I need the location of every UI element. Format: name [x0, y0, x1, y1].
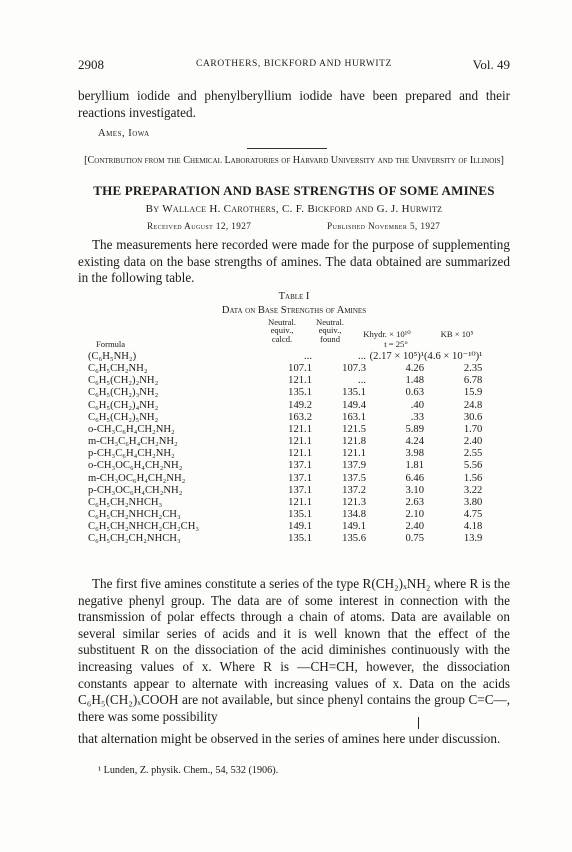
calcd-cell: 121.1: [288, 496, 312, 508]
khydr-cell: 2.63: [405, 496, 424, 508]
table-row: [88, 509, 482, 521]
khydr-cell: 5.89: [405, 423, 424, 435]
kb-cell: 4.75: [463, 509, 483, 521]
formula-cell: (C₆H₅NH₂): [88, 351, 137, 362]
page-number: 2908: [78, 57, 104, 72]
kb-cell: 3.22: [463, 484, 483, 496]
formula-cell: C₆H₅CH₂NHCH₂CH₂CH₃: [88, 521, 200, 533]
header-calcd: [259, 318, 305, 343]
found-cell: ...: [358, 375, 366, 387]
found-cell: ...: [358, 351, 366, 362]
table-row: [88, 448, 482, 460]
formula-cell: m-CH₃C₆H₄CH₂NH₂: [88, 436, 178, 448]
khydr-cell: .33: [410, 411, 424, 423]
khydr-cell: 0.75: [405, 533, 424, 545]
calcd-cell: 135.1: [288, 509, 312, 521]
kb-cell: 30.6: [463, 411, 483, 423]
table-row: [88, 460, 482, 472]
found-cell: 135.6: [342, 533, 366, 545]
found-cell: 134.8: [342, 509, 366, 521]
received-date: Received August 12, 1927: [147, 221, 252, 231]
table-row: [88, 375, 482, 387]
table-label: Table I: [278, 291, 310, 302]
formula-cell: C₆H₅(CH₂)₄NH₂: [88, 399, 159, 411]
kb-cell: 6.78: [463, 375, 483, 387]
calcd-cell: ...: [304, 351, 312, 362]
found-cell: 121.1: [342, 448, 366, 460]
formula-cell: C₆H₅(CH₂)₅NH₂: [88, 411, 159, 423]
found-cell: 121.8: [342, 436, 366, 448]
calcd-cell: 137.1: [288, 460, 312, 472]
kb-cell: 24.8: [463, 399, 483, 411]
calcd-cell: 121.1: [288, 375, 312, 387]
found-cell: 121.5: [342, 423, 366, 435]
table-row: [88, 533, 482, 545]
khydr-cell: 0.63: [405, 387, 424, 399]
table-row: [88, 351, 482, 363]
khydr-cell: 4.26: [405, 363, 424, 375]
calcd-cell: 163.2: [288, 411, 312, 423]
formula-cell: C₆H₅CH₂NH₂: [88, 363, 148, 375]
header-calcd-line2: equiv.,: [270, 325, 294, 336]
khydr-cell: 1.81: [405, 460, 424, 472]
table-row: [88, 473, 482, 485]
formula-cell: C₆H₅CH₂NHCH₂CH₃: [88, 509, 181, 521]
calcd-cell: 149.2: [288, 399, 312, 411]
published-date: Published November 5, 1927: [327, 221, 441, 231]
kb-cell: 15.9: [463, 387, 483, 399]
kb-cell: 13.9: [463, 533, 483, 545]
khydr-cell: 2.10: [405, 509, 424, 521]
calcd-cell: 137.1: [288, 484, 312, 496]
table-caption: Data on Base Strengths of Amines: [221, 305, 367, 316]
formula-cell: C₆H₅(CH₂)₂NH₂: [88, 375, 159, 387]
khydr-cell: .40: [410, 399, 424, 411]
running-title: CAROTHERS, BICKFORD AND HURWITZ: [196, 59, 392, 69]
section-divider: [247, 148, 327, 149]
header-khydr: Khydr. × 10¹⁰: [363, 329, 411, 339]
kb-cell: (4.6 × 10⁻¹⁰)¹: [424, 351, 483, 362]
calcd-cell: 137.1: [288, 472, 312, 484]
found-cell: 137.9: [342, 460, 366, 472]
formula-cell: p-CH₃C₆H₄CH₂NH₂: [88, 448, 175, 460]
formula-cell: C₆H₅CH₂NHCH₃: [88, 496, 163, 508]
kb-cell: 2.55: [463, 448, 483, 460]
kb-cell: 4.18: [463, 521, 483, 533]
found-cell: 149.4: [342, 399, 366, 411]
found-cell: 107.3: [342, 363, 366, 375]
author-line: By Wallace H. Carothers, C. F. Bickford and G. J. Hurwitz: [145, 203, 443, 215]
formula-cell: C₆H₅(CH₂)₃NH₂: [88, 387, 159, 399]
discussion-end: that alternation might be observed in the series of amines here under discussion.: [78, 731, 501, 746]
calcd-cell: 149.1: [288, 521, 312, 533]
kb-cell: 2.35: [463, 363, 483, 375]
formula-cell: C₆H₅CH₂CH₂NHCH₃: [88, 533, 181, 545]
found-cell: 135.1: [342, 387, 366, 399]
calcd-cell: 135.1: [288, 387, 312, 399]
table-row: [88, 363, 482, 375]
kb-cell: 2.40: [463, 436, 483, 448]
location-line: Ames, Iowa: [98, 128, 150, 139]
formula-cell: p-CH₃OC₆H₄CH₂NH₂: [88, 484, 183, 496]
header-formula: Formula: [96, 339, 126, 349]
table-row: [88, 497, 482, 509]
kb-cell: 3.80: [463, 496, 483, 508]
khydr-cell: 3.98: [405, 448, 424, 460]
header-calcd-line1: Neutral.: [268, 317, 296, 327]
table-row: [88, 436, 482, 448]
footnote: ¹ Lunden, Z. physik. Chem., 54, 532 (1906).: [98, 765, 279, 776]
kb-cell: 1.56: [463, 472, 483, 484]
table-row: [88, 424, 482, 436]
table-row: [88, 521, 482, 533]
previous-article-end: beryllium iodide and phenylberyllium iodide have been prepared and their reactions investigated.: [78, 88, 510, 120]
formula-cell: m-CH₃OC₆H₄CH₂NH₂: [88, 472, 186, 484]
found-cell: 137.2: [342, 484, 366, 496]
page-header: [78, 57, 510, 75]
article-title: THE PREPARATION AND BASE STRENGTHS OF SOME AMINES: [93, 183, 495, 198]
intro-paragraph: The measurements here recorded were made for the purpose of supplementing existing data on the base strengths of amines. The data obtained are summarized in the following table.: [78, 237, 510, 286]
header-found-line3: found: [319, 333, 341, 344]
header-found: [306, 318, 354, 343]
found-cell: 137.5: [342, 472, 366, 484]
discussion-paragraph: The first five amines constitute a series of the type R(CH₂)ₓNH₂ where R is the negative phenyl group. The data are of some interest in connection with the transmission of polar effects through a chain of atoms. Data are available on several similar series of acids and it is well known that the effect of the substituent R on the dissociation of the acid diminishes continuously with the increasing values of x. Where R is —CH=CH, however, the dissociation constants appear to alternate with increasing values of x. Data on the acids C₆H₅(CH₂)ₓCOOH are not available, but since phenyl contains the group C=C—, there was some possibility: [78, 576, 510, 724]
formula-cell: o-CH₃OC₆H₄CH₂NH₂: [88, 460, 183, 472]
table-row: [88, 412, 482, 424]
khydr-cell: 6.46: [405, 472, 424, 484]
amine-table: [88, 351, 482, 546]
khydr-cell: 4.24: [405, 436, 424, 448]
header-calcd-line3: calcd.: [271, 333, 293, 344]
khydr-cell: 2.40: [405, 521, 424, 533]
calcd-cell: 121.1: [288, 423, 312, 435]
khydr-cell: 3.10: [405, 484, 424, 496]
header-kb: KB × 10⁵: [440, 329, 474, 339]
khydr-cell: (2.17 × 10⁵)¹: [369, 351, 424, 362]
contribution-note: [Contribution from the Chemical Laboratories of Harvard University and the University of Illinois]: [84, 155, 504, 166]
table-row: [88, 387, 482, 399]
calcd-cell: 121.1: [288, 436, 312, 448]
structure-bond-mark: [418, 717, 419, 729]
volume-label: Vol. 49: [472, 57, 510, 72]
table-row: [88, 400, 482, 412]
header-found-line2: equiv.,: [318, 325, 342, 336]
calcd-cell: 107.1: [288, 363, 312, 375]
header-temperature: t = 25°: [384, 339, 408, 349]
calcd-cell: 121.1: [288, 448, 312, 460]
found-cell: 121.3: [342, 496, 366, 508]
khydr-cell: 1.48: [405, 375, 424, 387]
kb-cell: 1.70: [463, 423, 483, 435]
header-found-line1: Neutral.: [316, 317, 344, 327]
calcd-cell: 135.1: [288, 533, 312, 545]
table-row: [88, 485, 482, 497]
kb-cell: 5.56: [463, 460, 483, 472]
found-cell: 163.1: [342, 411, 366, 423]
found-cell: 149.1: [342, 521, 366, 533]
formula-cell: o-CH₃C₆H₄CH₂NH₂: [88, 423, 175, 435]
